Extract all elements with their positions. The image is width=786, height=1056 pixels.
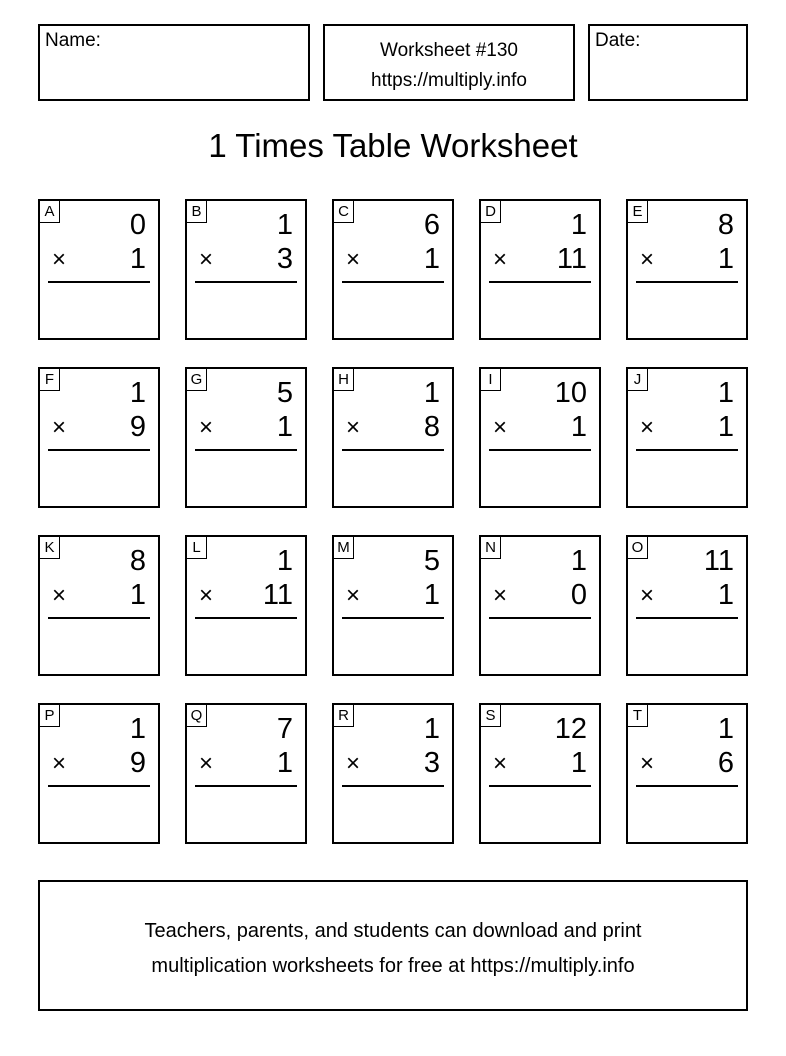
problem-letter: T [628,705,648,727]
problem-letter: C [334,201,354,223]
problem-letter: M [334,537,354,559]
problem-cell[interactable] [38,367,160,508]
problem-multiplier: 1 [423,579,440,611]
answer-line [195,617,297,619]
worksheet-url: https://multiply.info [371,70,527,91]
problem-multiplicand: 8 [717,209,734,241]
problem-letter: O [628,537,648,559]
problem-letter: L [187,537,207,559]
multiply-sign: × [640,582,655,609]
answer-line [48,785,150,787]
problem-multiplier: 11 [262,579,293,611]
answer-line [636,617,738,619]
answer-line [48,617,150,619]
answer-line [489,617,591,619]
answer-line [48,281,150,283]
multiply-sign: × [493,414,508,441]
multiply-sign: × [640,246,655,273]
multiply-sign: × [640,414,655,441]
problem-letter: D [481,201,501,223]
answer-line [342,281,444,283]
problem-multiplicand: 5 [423,545,440,577]
problem-cell[interactable] [332,199,454,340]
problem-letter: H [334,369,354,391]
problem-cell[interactable] [626,367,748,508]
problem-cell[interactable] [479,367,601,508]
problem-letter: R [334,705,354,727]
problem-multiplier: 8 [423,411,440,443]
problem-multiplicand: 6 [423,209,440,241]
problem-multiplier: 1 [570,747,587,779]
answer-line [195,785,297,787]
problem-cell[interactable] [479,703,601,844]
date-label: Date: [595,30,641,51]
problem-multiplicand: 1 [423,713,440,745]
problem-multiplier: 1 [717,411,734,443]
answer-line [342,617,444,619]
problem-multiplier: 11 [556,243,587,275]
problem-letter: P [40,705,60,727]
multiply-sign: × [640,750,655,777]
name-box[interactable] [38,24,310,101]
problem-multiplier: 1 [570,411,587,443]
problem-multiplicand: 1 [129,377,146,409]
problem-multiplicand: 8 [129,545,146,577]
answer-line [636,281,738,283]
multiply-sign: × [52,750,67,777]
problem-multiplier: 1 [129,579,146,611]
problem-multiplier: 3 [276,243,293,275]
problem-multiplicand: 1 [276,209,293,241]
multiply-sign: × [199,414,214,441]
problem-multiplier: 3 [423,747,440,779]
footer-box [38,880,748,1011]
problem-grid [38,199,748,844]
problem-cell[interactable] [626,199,748,340]
worksheet-number: Worksheet #130 [379,40,518,61]
problem-cell[interactable] [332,367,454,508]
problem-multiplier: 1 [423,243,440,275]
problem-multiplicand: 0 [129,209,146,241]
problem-multiplicand: 1 [717,713,734,745]
footer-line-2: multiplication worksheets for free at https://multiply.info [151,955,635,977]
answer-line [342,785,444,787]
problem-multiplier: 0 [570,579,587,611]
multiply-sign: × [199,750,214,777]
problem-multiplicand: 1 [717,377,734,409]
answer-line [342,449,444,451]
problem-letter: E [628,201,648,223]
problem-multiplier: 1 [717,243,734,275]
problem-cell[interactable] [185,535,307,676]
problem-cell[interactable] [332,535,454,676]
problem-multiplier: 1 [717,579,734,611]
multiply-sign: × [52,246,67,273]
answer-line [48,449,150,451]
problem-multiplicand: 12 [554,713,587,745]
date-box[interactable] [588,24,748,101]
multiply-sign: × [199,246,214,273]
answer-line [636,785,738,787]
problem-letter: I [481,369,501,391]
problem-cell[interactable] [626,535,748,676]
problem-letter: N [481,537,501,559]
problem-letter: J [628,369,648,391]
worksheet-info-box [323,24,575,101]
problem-multiplicand: 1 [570,209,587,241]
problem-cell[interactable] [185,703,307,844]
problem-multiplicand: 11 [703,545,734,577]
problem-letter: K [40,537,60,559]
problem-multiplicand: 10 [554,377,587,409]
problem-cell[interactable] [479,199,601,340]
problem-cell[interactable] [38,703,160,844]
problem-cell[interactable] [38,199,160,340]
multiply-sign: × [52,414,67,441]
page-title: 1 Times Table Worksheet [208,127,578,164]
answer-line [636,449,738,451]
problem-letter: S [481,705,501,727]
multiply-sign: × [346,582,361,609]
answer-line [489,449,591,451]
problem-multiplicand: 1 [129,713,146,745]
problem-cell[interactable] [185,367,307,508]
problem-multiplier: 1 [276,411,293,443]
multiply-sign: × [199,582,214,609]
multiply-sign: × [493,582,508,609]
problem-multiplicand: 1 [570,545,587,577]
footer-line-1: Teachers, parents, and students can download and print [144,920,642,942]
problem-multiplier: 1 [276,747,293,779]
answer-line [195,449,297,451]
answer-line [489,785,591,787]
name-label: Name: [45,30,101,51]
problem-cell[interactable] [626,703,748,844]
problem-cell[interactable] [185,199,307,340]
problem-letter: Q [187,705,207,727]
problem-multiplier: 1 [129,243,146,275]
problem-multiplier: 6 [717,747,734,779]
multiply-sign: × [346,750,361,777]
problem-multiplier: 9 [129,411,146,443]
answer-line [195,281,297,283]
multiply-sign: × [493,246,508,273]
multiply-sign: × [52,582,67,609]
problem-cell[interactable] [479,535,601,676]
problem-letter: G [187,369,207,391]
problem-cell[interactable] [38,535,160,676]
problem-multiplicand: 1 [423,377,440,409]
problem-multiplicand: 1 [276,545,293,577]
multiply-sign: × [493,750,508,777]
problem-cell[interactable] [332,703,454,844]
multiply-sign: × [346,246,361,273]
multiply-sign: × [346,414,361,441]
problem-letter: B [187,201,207,223]
answer-line [489,281,591,283]
problem-letter: A [40,201,60,223]
problem-multiplicand: 7 [276,713,293,745]
problem-letter: F [40,369,60,391]
problem-multiplicand: 5 [276,377,293,409]
problem-multiplier: 9 [129,747,146,779]
